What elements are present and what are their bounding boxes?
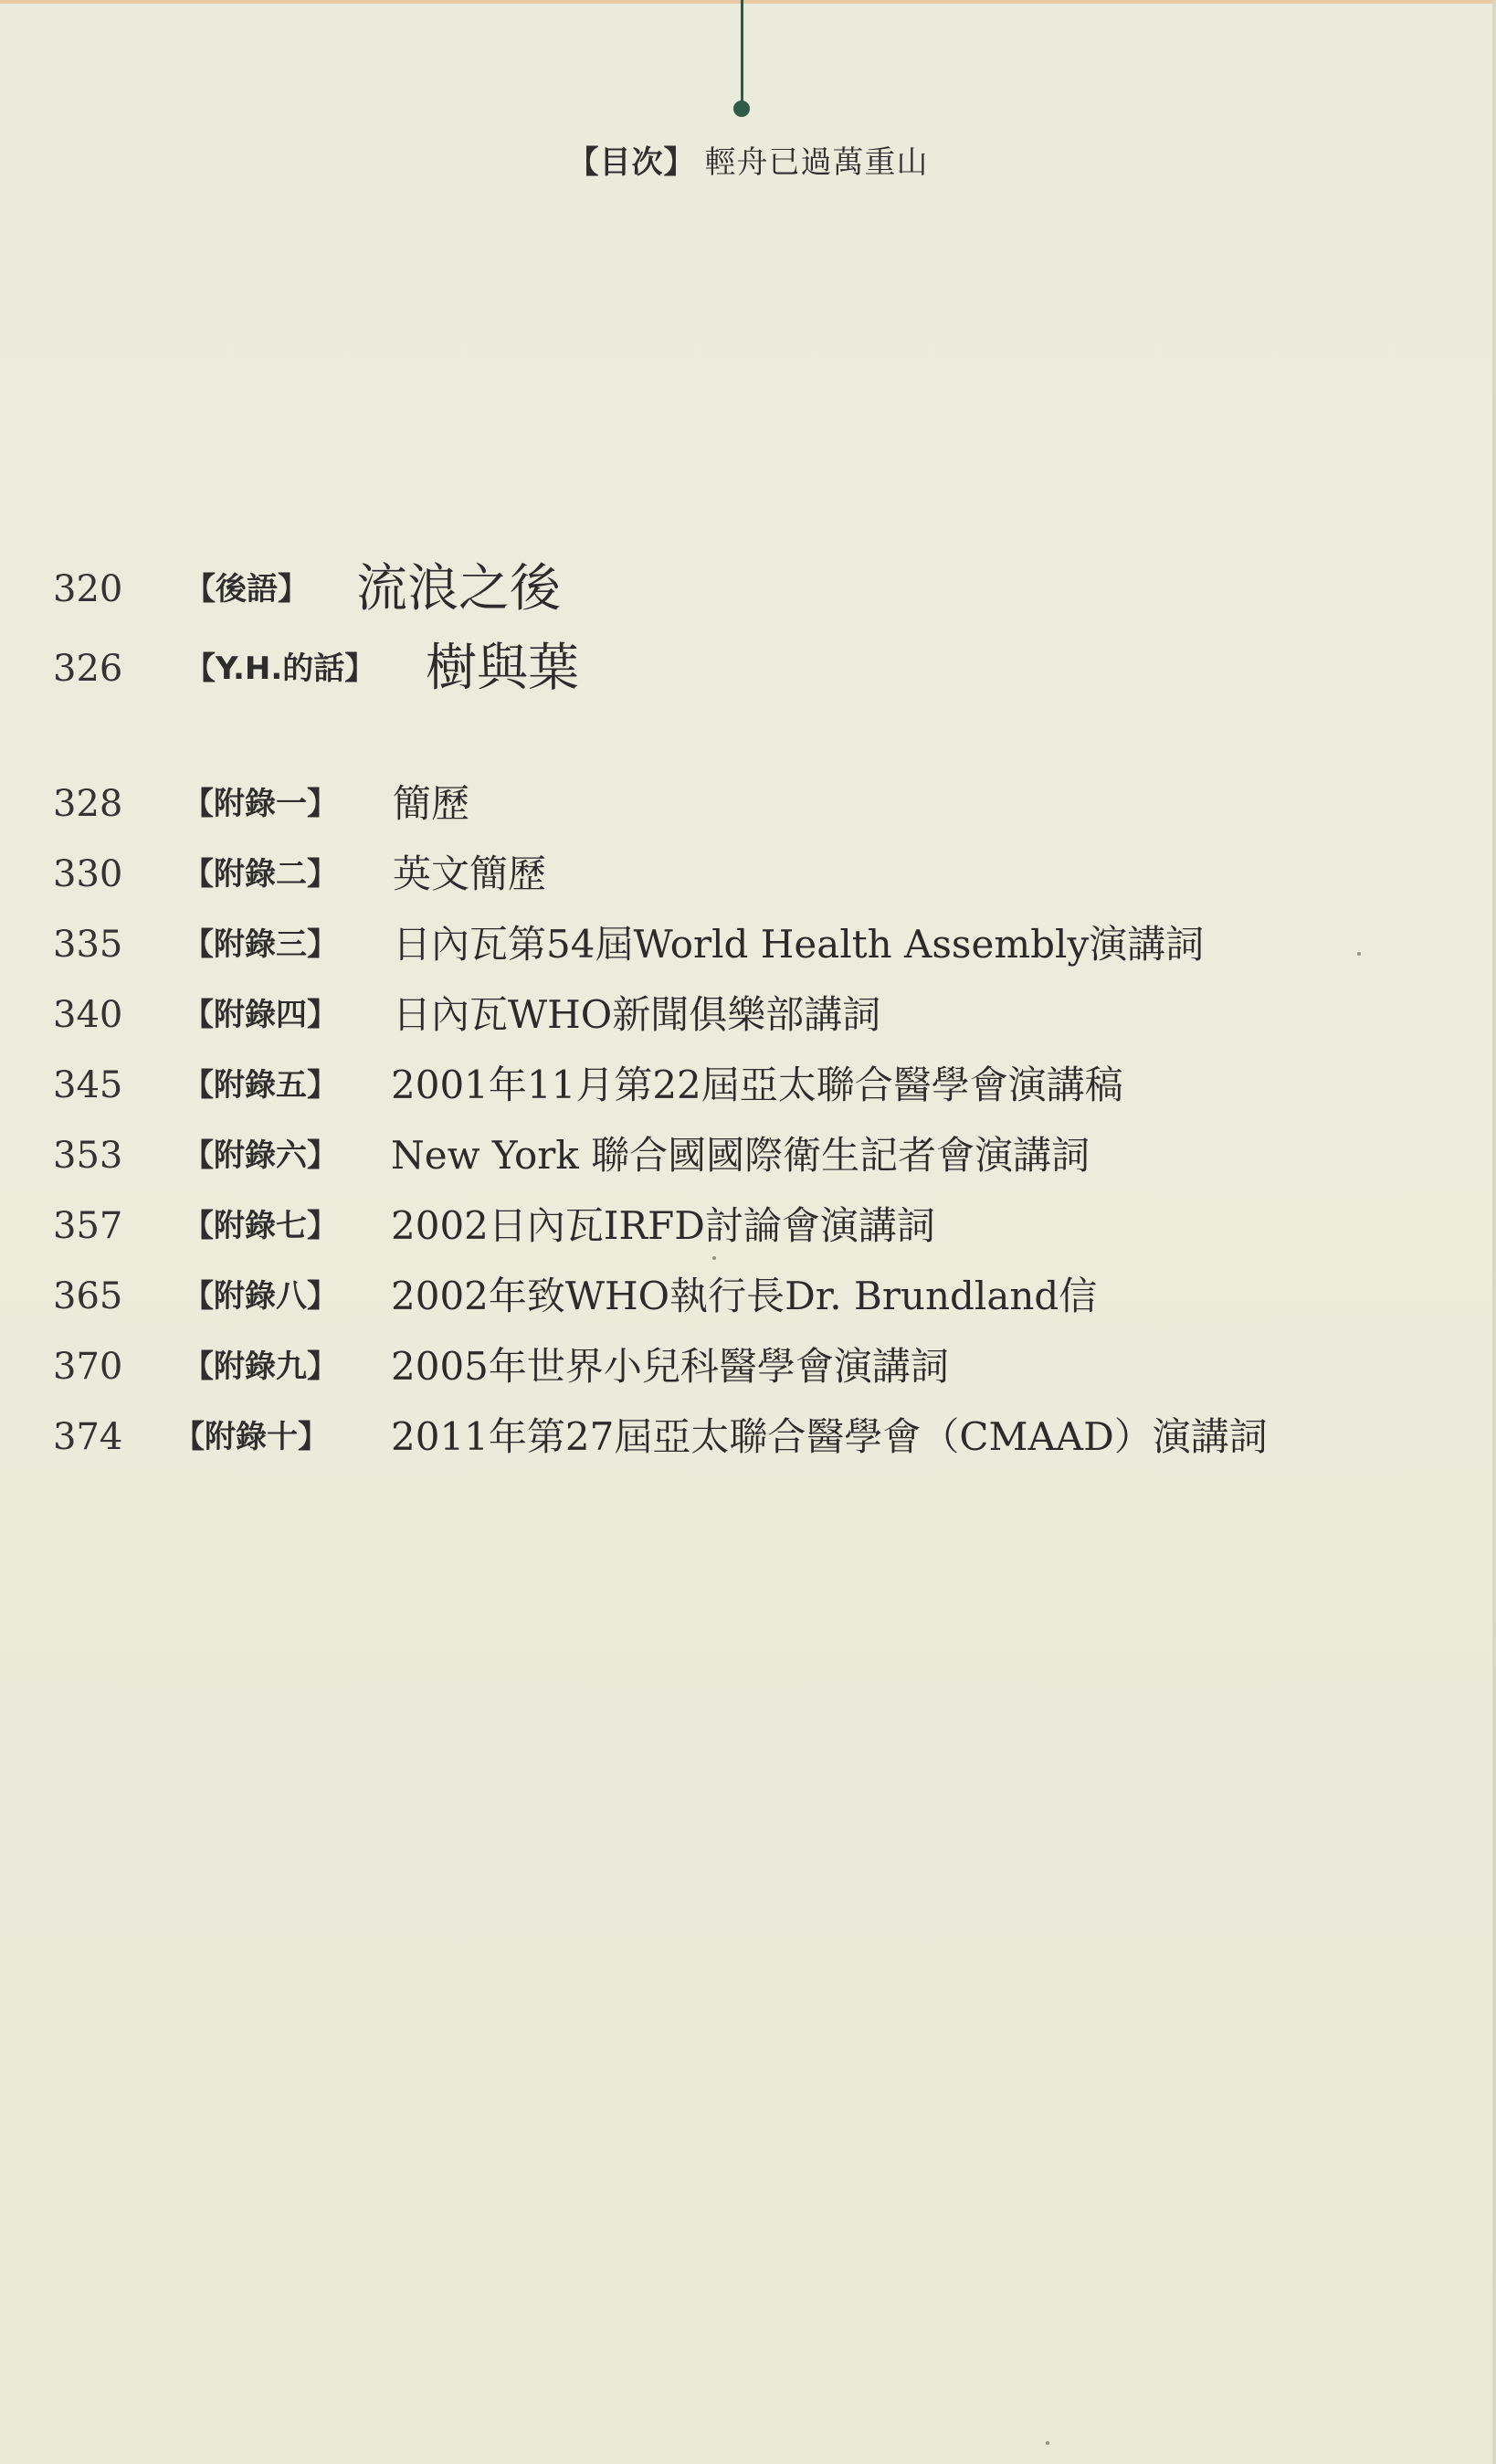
toc-entry [0,1053,1496,1117]
toc-entry-label: 【附錄一】 [183,786,338,822]
toc-page-number: 320 [53,568,123,610]
toc-entry [0,1124,1496,1188]
toc-entry-title: 日內瓦第54屆World Health Assembly演講詞 [393,922,1205,967]
toc-page-number: 330 [53,853,123,895]
toc-entry [0,913,1496,977]
header-dot [733,100,750,117]
toc-page-number: 374 [53,1416,123,1458]
toc-entry-label: 【附錄九】 [183,1348,338,1385]
toc-page-number: 370 [53,1346,123,1388]
toc-entry [0,983,1496,1047]
toc-entry-title: 2002日內瓦IRFD討論會演講詞 [391,1203,935,1248]
toc-entry [0,772,1496,836]
speck [1357,952,1361,956]
toc-entry-label: 【後語】 [184,571,309,608]
toc-entry [0,637,1496,701]
toc-entry-title: 流浪之後 [356,559,561,619]
toc-entry-title: 日內瓦WHO新聞俱樂部講詞 [393,992,881,1037]
speck [712,1256,716,1260]
toc-page-number: 326 [53,648,123,690]
toc-entry [0,1405,1496,1469]
toc-entry-label: 【附錄十】 [174,1419,329,1455]
toc-entry-label: 【附錄四】 [183,997,338,1033]
toc-entry [0,557,1496,621]
toc-page-number: 335 [53,924,123,966]
toc-entry-label: 【附錄八】 [183,1278,338,1315]
toc-entry-label: 【附錄二】 [183,856,338,893]
toc-entry-label: 【Y.H.的話】 [184,650,376,687]
toc-entry-label: 【附錄六】 [183,1137,338,1174]
running-head-bracket-close: 】 [663,144,696,181]
toc-page-number: 345 [53,1064,123,1106]
running-head-bracket-open: 【 [567,144,600,181]
toc-entry-label: 【附錄五】 [183,1067,338,1104]
toc-entry-title: 英文簡歷 [393,851,547,896]
page-top-edge [0,0,1496,4]
running-head-section: 目次 [599,144,664,181]
toc-entry-label: 【附錄三】 [183,926,338,963]
toc-page-number: 353 [53,1135,123,1177]
toc-page-number: 340 [53,994,123,1036]
toc-page-number: 365 [53,1275,123,1317]
toc-entry [0,842,1496,906]
toc-entry-label: 【附錄七】 [183,1208,338,1244]
running-head-title: 輕舟已過萬重山 [704,144,929,181]
toc-entry-title: New York 聯合國國際衛生記者會演講詞 [391,1133,1090,1178]
toc-entry-title: 簡歷 [393,781,470,826]
speck [1046,2441,1049,2445]
toc-entry [0,1264,1496,1328]
running-head [0,137,1496,182]
toc-entry-title: 2011年第27屆亞太聯合醫學會（CMAAD）演講詞 [391,1414,1268,1459]
toc-entry-title: 2001年11月第22屆亞太聯合醫學會演講稿 [391,1063,1123,1107]
toc-entry [0,1335,1496,1399]
toc-entry [0,1194,1496,1258]
toc-entry-title: 樹與葉 [426,639,579,698]
toc-entry-title: 2002年致WHO執行長Dr. Brundland信 [391,1274,1098,1318]
toc-entry-title: 2005年世界小兒科醫學會演講詞 [391,1344,949,1389]
toc-page-number: 328 [53,783,123,825]
header-rule [741,0,743,102]
toc-page-number: 357 [53,1205,123,1247]
